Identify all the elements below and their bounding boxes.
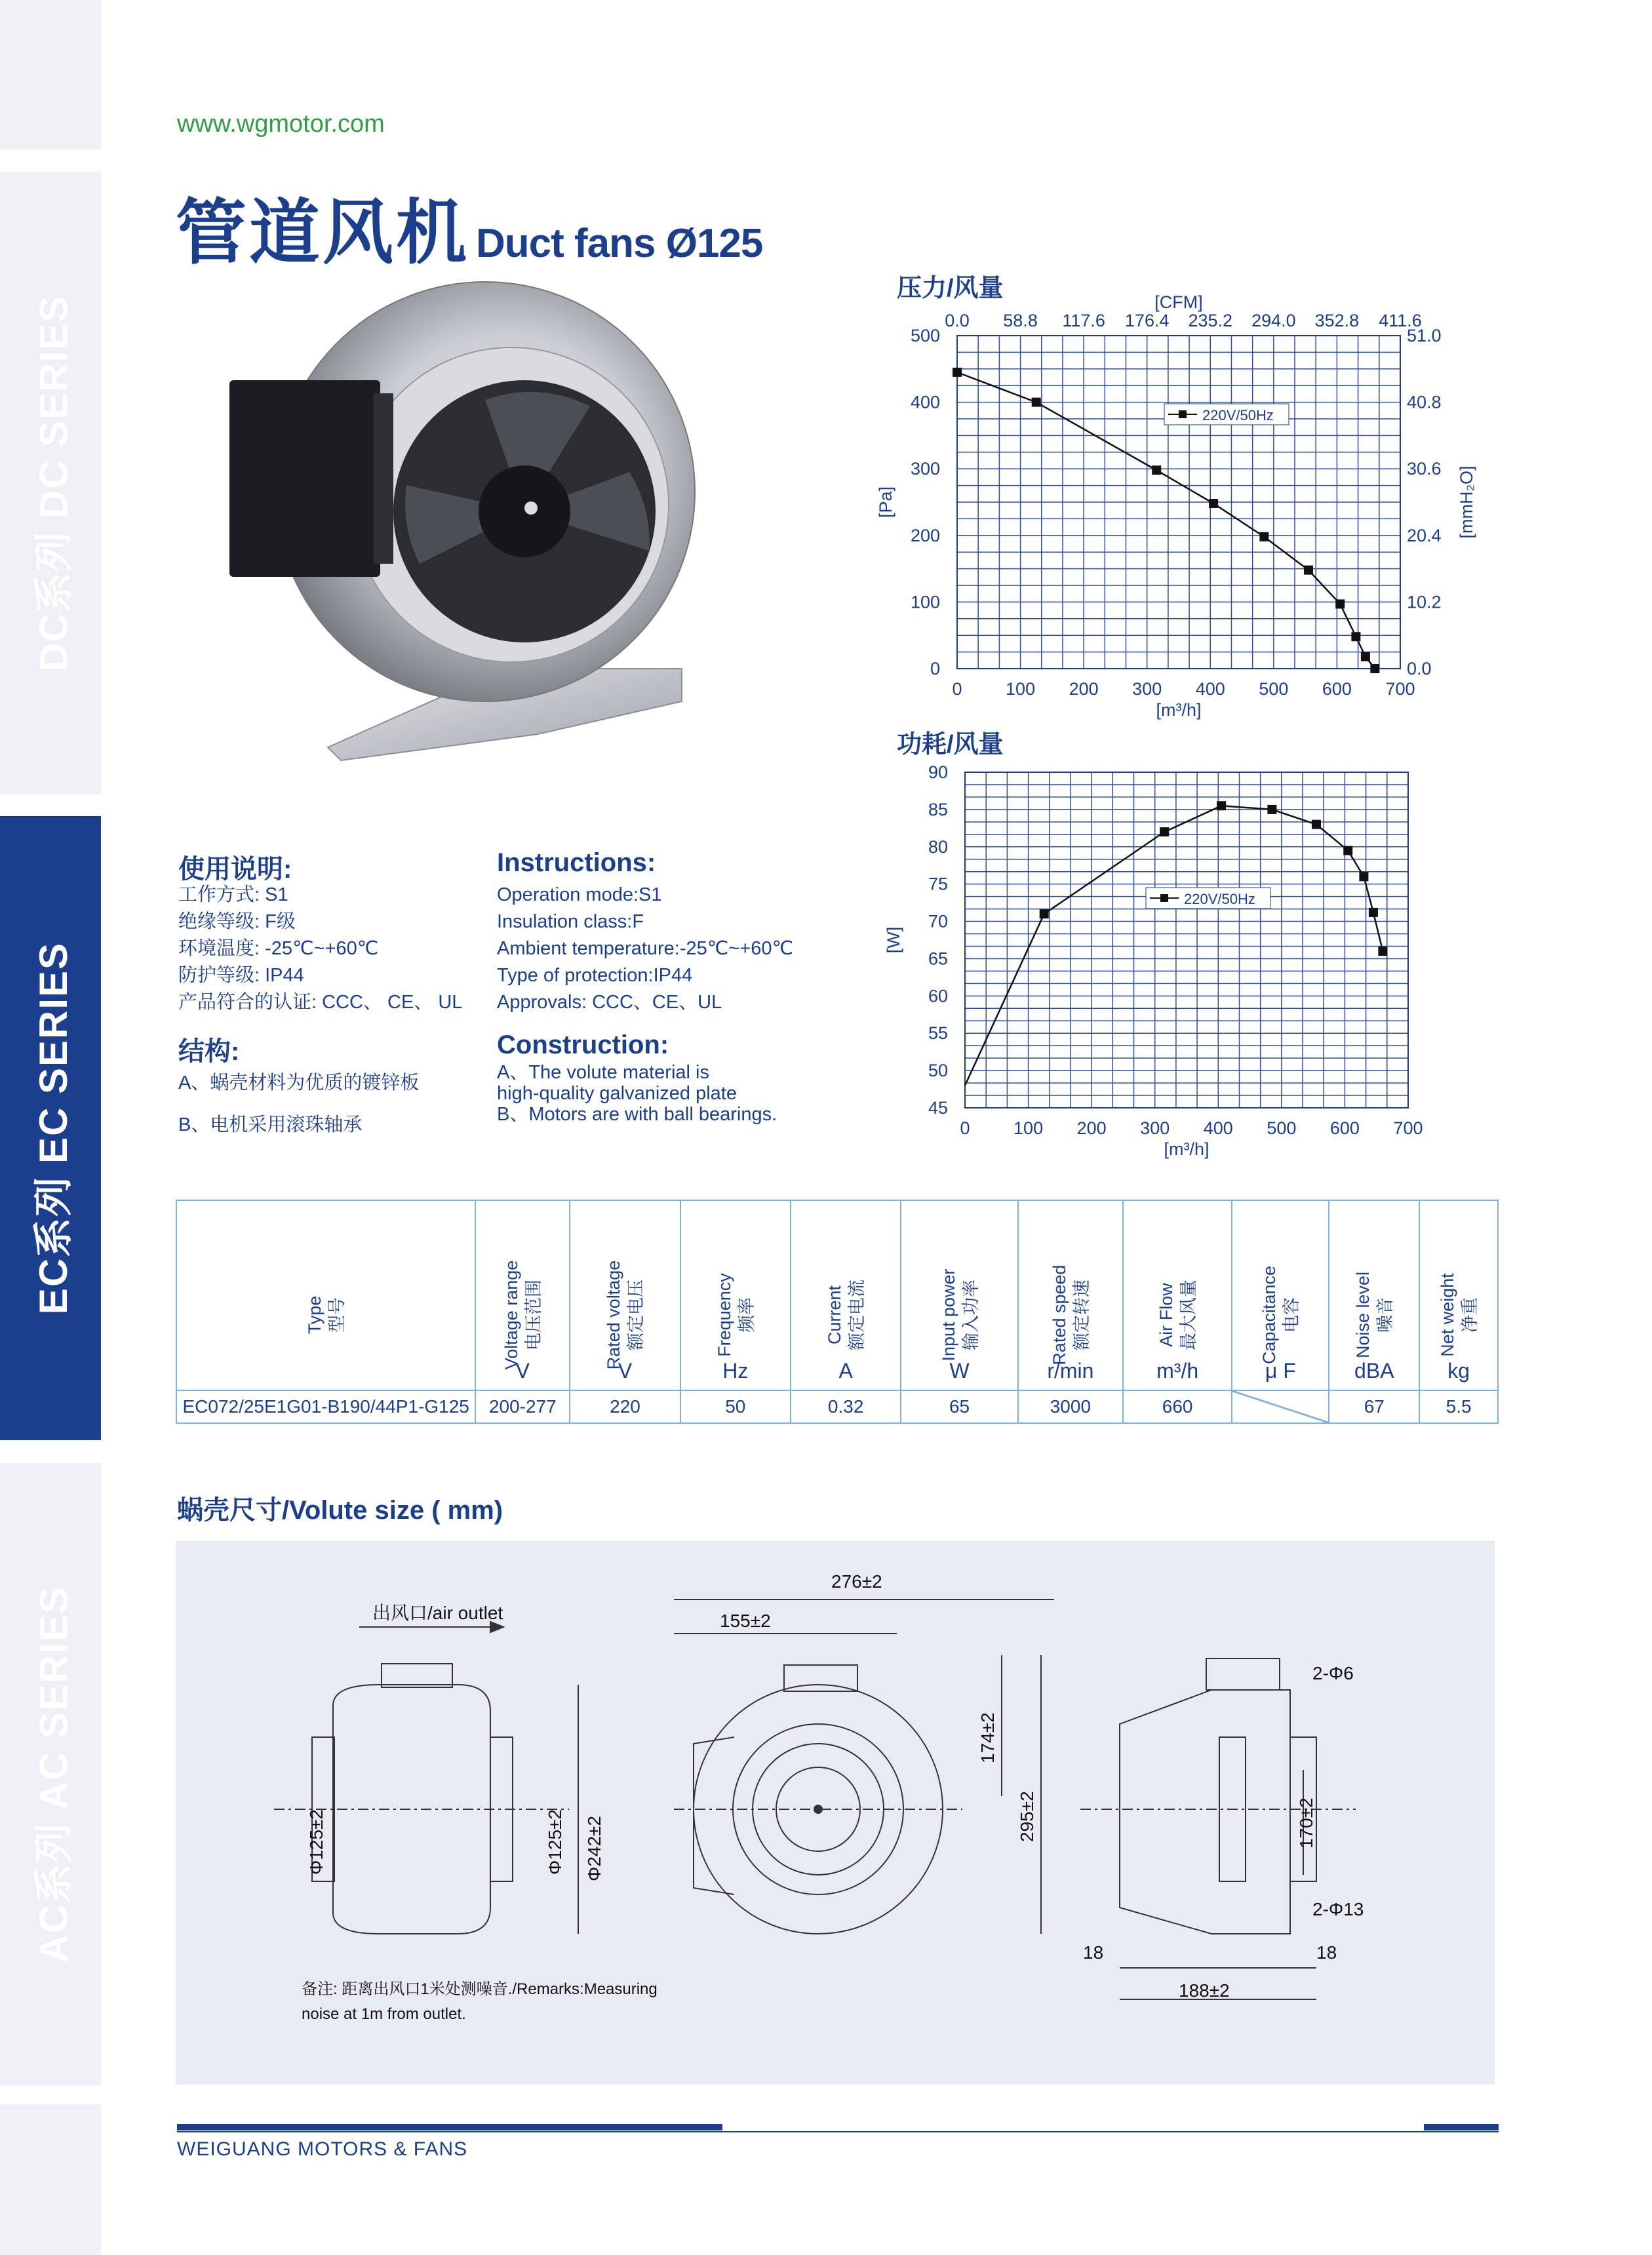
right-tick-label: 30.6 (1407, 459, 1442, 479)
power-flow-chart (872, 754, 1488, 1167)
instr-cn-line: 产品符合的认证: CCC、 CE、 UL (178, 992, 463, 1013)
construction-en-list (497, 1062, 777, 1125)
legend-label: 220V/50Hz (1202, 407, 1274, 423)
data-point (1378, 947, 1387, 956)
header-en: Air Flow (1156, 1283, 1177, 1347)
x-tick-label: 100 (1006, 679, 1036, 699)
header-current (791, 1200, 901, 1390)
header-unit: W (949, 1359, 970, 1382)
header-capacitance (1232, 1200, 1329, 1390)
x-tick-label: 700 (1393, 1118, 1423, 1138)
constr-en-line: high-quality galvanized plate (497, 1083, 737, 1104)
header-unit: kg (1447, 1359, 1470, 1382)
header-en: Voltage range (502, 1260, 522, 1370)
header-unit: A (838, 1359, 853, 1382)
top-tick-label: 294.0 (1251, 311, 1296, 330)
header-en: Capacitance (1259, 1265, 1280, 1365)
data-point (1343, 846, 1352, 855)
y-axis-label: [Pa] (876, 486, 895, 519)
legend-marker (1179, 410, 1187, 418)
data-point (1359, 872, 1368, 881)
cell-air-flow: 660 (1123, 1390, 1232, 1423)
dim-w188: 188±2 (1179, 1980, 1230, 2001)
y-tick-label: 200 (910, 525, 940, 545)
series-line (965, 806, 1383, 1086)
x-tick-label: 300 (1140, 1118, 1170, 1138)
y-tick-label: 500 (910, 326, 940, 345)
data-point (1160, 827, 1169, 836)
y-tick-label: 80 (928, 836, 948, 857)
right-tick-label: 20.4 (1407, 525, 1442, 545)
constr-en-line: B、Motors are with ball bearings. (497, 1104, 777, 1125)
header-cn: 输入功率 (960, 1280, 981, 1350)
header-cn: 频率 (736, 1297, 757, 1333)
data-point (1369, 908, 1378, 917)
volute-size-heading: 蜗壳尺寸/Volute size ( mm) (177, 1496, 503, 1525)
header-cn: 额定电压 (626, 1280, 646, 1350)
y-tick-label: 0 (930, 659, 940, 678)
header-rated-speed (1018, 1200, 1123, 1390)
top-tick-label: 58.8 (1003, 311, 1038, 330)
header-en: Current (825, 1285, 845, 1345)
x-axis-label: [m³/h] (1164, 1139, 1210, 1159)
header-en: Type (305, 1295, 325, 1335)
data-point (1304, 566, 1313, 575)
constr-cn-line: A、蜗壳材料为优质的镀锌板 (178, 1072, 420, 1093)
right-tick-label: 10.2 (1407, 592, 1442, 612)
instructions-cn-list (178, 882, 462, 1016)
header-cn: 噪音 (1375, 1297, 1396, 1333)
pressure-flow-chart (872, 288, 1488, 734)
header-cn: 电压范围 (524, 1280, 544, 1351)
header-unit: μ F (1265, 1359, 1296, 1382)
header-en: Net weight (1438, 1273, 1458, 1357)
y-tick-label: 60 (928, 986, 948, 1006)
top-tick-label: 176.4 (1124, 311, 1170, 330)
y-tick-label: 65 (928, 949, 948, 969)
dim-d125-b: Φ125±2 (545, 1809, 565, 1875)
header-noise-level (1329, 1200, 1419, 1390)
construction-cn-heading: 结构: (178, 1037, 240, 1066)
dim-d125-a: Φ125±2 (306, 1809, 326, 1875)
construction-en-heading: Construction: (497, 1030, 669, 1059)
header-en: Frequency (714, 1273, 734, 1357)
sidebar-tab-dc-label: DC系列 DC SERIES (31, 294, 75, 672)
x-axis-label: [m³/h] (1156, 700, 1202, 720)
cell-rated-voltage: 220 (570, 1390, 680, 1423)
x-tick-label: 200 (1076, 1118, 1107, 1138)
header-cn: 额定转速 (1071, 1280, 1092, 1350)
cell-frequency: 50 (680, 1390, 791, 1423)
header-unit: r/min (1047, 1359, 1094, 1382)
instructions-en-list (497, 882, 793, 1016)
footer-bar-right (1424, 2124, 1499, 2130)
instructions-cn-heading: 使用说明: (178, 855, 292, 884)
cell-input-power: 65 (901, 1390, 1017, 1423)
cell-net-weight: 5.5 (1419, 1390, 1498, 1423)
construction-cn-list (178, 1062, 419, 1146)
x-tick-label: 500 (1267, 1118, 1297, 1138)
header-cn: 型号 (327, 1297, 347, 1333)
y-tick-label: 45 (928, 1098, 948, 1118)
volute-drawing-panel (176, 1540, 1495, 2085)
instr-cn-line: 环境温度: -25℃~+60℃ (178, 938, 379, 959)
dim-w155: 155±2 (720, 1611, 771, 1631)
data-point (1032, 398, 1041, 407)
constr-cn-line: B、电机采用滚珠轴承 (178, 1114, 363, 1135)
top-tick-label: 0.0 (945, 311, 970, 330)
header-cn: 额定电流 (847, 1280, 867, 1350)
header-unit: V (618, 1359, 633, 1382)
instr-en-line: Ambient temperature:-25℃~+60℃ (497, 938, 794, 959)
data-point (1351, 632, 1360, 641)
header-en: Noise level (1353, 1271, 1373, 1359)
remark-line-1: 备注: 距离出风口1米处测噪音./Remarks:Measuring (302, 1980, 658, 1998)
right-tick-label: 51.0 (1407, 326, 1442, 345)
header-cn: 电容 (1282, 1297, 1302, 1333)
header-unit: dBA (1354, 1359, 1394, 1382)
page-title-en: Duct fans Ø125 (476, 221, 763, 266)
data-point (1267, 805, 1276, 814)
data-point (1259, 532, 1268, 541)
x-tick-label: 700 (1385, 679, 1415, 699)
website-url[interactable]: www.wgmotor.com (177, 110, 385, 138)
dim-h170: 170±2 (1296, 1797, 1316, 1849)
page-title (176, 176, 762, 277)
instr-cn-line: 防护等级: IP44 (178, 965, 304, 986)
legend-marker (1160, 894, 1168, 902)
data-point (1209, 499, 1218, 508)
air-outlet-label: 出风口/air outlet (372, 1603, 503, 1623)
sidebar-tab-blank (0, 0, 101, 149)
right-axis-label: [mmH₂O] (1457, 465, 1476, 539)
dim-d242: Φ242±2 (584, 1816, 604, 1881)
header-rated-voltage (570, 1200, 680, 1390)
header-unit: Hz (722, 1359, 749, 1382)
x-tick-label: 400 (1195, 679, 1225, 699)
header-unit: m³/h (1156, 1359, 1199, 1382)
footer-company: WEIGUANG MOTORS & FANS (177, 2138, 468, 2160)
dim-h174: 174±2 (977, 1712, 998, 1763)
x-tick-label: 200 (1069, 679, 1099, 699)
y-tick-label: 100 (910, 592, 940, 612)
x-tick-label: 500 (1259, 679, 1289, 699)
top-tick-label: 235.2 (1188, 311, 1233, 330)
volute-drawing (176, 1540, 1495, 2085)
y-tick-label: 400 (910, 392, 940, 412)
data-point (1335, 599, 1345, 608)
instr-en-line: Approvals: CCC、CE、UL (497, 992, 722, 1013)
header-frequency (680, 1200, 791, 1390)
x-tick-label: 600 (1322, 679, 1352, 699)
spec-table (176, 1200, 1499, 1424)
data-point (1370, 664, 1379, 673)
sidebar-tab-ec[interactable] (0, 816, 101, 1440)
top-tick-label: 352.8 (1314, 311, 1360, 330)
data-point (953, 368, 962, 377)
footer-bar-left (177, 2124, 722, 2130)
cell-current: 0.32 (791, 1390, 901, 1423)
data-point (1040, 909, 1049, 918)
legend-label: 220V/50Hz (1184, 891, 1255, 907)
right-tick-label: 40.8 (1407, 392, 1442, 412)
x-tick-label: 0 (952, 679, 962, 699)
header-net-weight (1419, 1200, 1498, 1390)
header-air-flow (1123, 1200, 1232, 1390)
data-point (1217, 801, 1226, 810)
y-tick-label: 55 (928, 1023, 948, 1044)
sidebar-tab-blank-bottom (0, 2104, 101, 2255)
sidebar-tab-ec-label: EC系列 EC SERIES (31, 941, 75, 1315)
header-voltage-range (475, 1200, 570, 1390)
table-row (176, 1390, 1498, 1423)
power-chart-title: 功耗/风量 (897, 731, 1004, 758)
y-tick-label: 300 (910, 459, 940, 479)
instructions-en-heading: Instructions: (497, 848, 656, 877)
data-point (1361, 652, 1370, 661)
right-tick-label: 0.0 (1407, 659, 1432, 678)
x-tick-label: 0 (960, 1118, 970, 1138)
dim-h295: 295±2 (1017, 1791, 1037, 1842)
cell-noise-level: 67 (1329, 1390, 1419, 1423)
x-tick-label: 600 (1329, 1118, 1360, 1138)
top-axis-label: [CFM] (1154, 292, 1203, 312)
y-tick-label: 70 (928, 911, 948, 931)
top-tick-label: 117.6 (1062, 311, 1105, 330)
instr-en-line: Insulation class:F (497, 911, 644, 932)
y-axis-label: [W] (884, 926, 903, 954)
pressure-chart-title: 压力/风量 (897, 275, 1004, 302)
y-tick-label: 90 (928, 762, 948, 782)
y-tick-label: 85 (928, 799, 948, 819)
y-tick-label: 75 (928, 874, 948, 894)
header-en: Rated speed (1049, 1265, 1069, 1365)
remark-line-2: noise at 1m from outlet. (302, 2005, 466, 2023)
cell-rated-speed: 3000 (1018, 1390, 1123, 1423)
header-en: Input power (938, 1268, 958, 1362)
product-image (223, 275, 721, 774)
dim-e18-a: 18 (1083, 1942, 1104, 1963)
dim-e18-b: 18 (1316, 1942, 1337, 1963)
dim-holes-6: 2-Φ6 (1312, 1663, 1354, 1683)
top-tick-label: 411.6 (1379, 311, 1422, 330)
instr-en-line: Operation mode:S1 (497, 884, 662, 905)
cell-type: EC072/25E1G01-B190/44P1-G125 (176, 1390, 475, 1423)
y-tick-label: 50 (928, 1061, 948, 1081)
cell-capacitance (1232, 1390, 1329, 1423)
header-cn: 最大风量 (1179, 1280, 1199, 1350)
sidebar-tab-ac-label: AC系列 AC SERIES (31, 1586, 75, 1963)
header-en: Rated voltage (604, 1260, 624, 1370)
data-point (1312, 820, 1321, 829)
footer-divider (177, 2131, 1499, 2132)
x-tick-label: 300 (1132, 679, 1162, 699)
dim-holes-13: 2-Φ13 (1312, 1899, 1364, 1919)
sidebar-tab-ac[interactable] (0, 1463, 101, 2086)
header-unit: V (515, 1359, 530, 1382)
instr-cn-line: 工作方式: S1 (178, 884, 288, 905)
page-title-cn: 管道风机 (176, 193, 470, 272)
instr-en-line: Type of protection:IP44 (497, 965, 693, 986)
x-tick-label: 400 (1203, 1118, 1233, 1138)
dim-w276: 276±2 (831, 1571, 882, 1592)
header-cn: 净重 (1460, 1297, 1480, 1333)
x-tick-label: 100 (1013, 1118, 1044, 1138)
data-point (1152, 465, 1161, 475)
instr-cn-line: 绝缘等级: F级 (178, 911, 296, 932)
constr-en-line: A、The volute material is (497, 1062, 709, 1083)
header-input-power (901, 1200, 1017, 1390)
header-type (176, 1200, 475, 1390)
sidebar-tab-dc[interactable] (0, 172, 101, 794)
cell-voltage-range: 200-277 (475, 1390, 570, 1423)
